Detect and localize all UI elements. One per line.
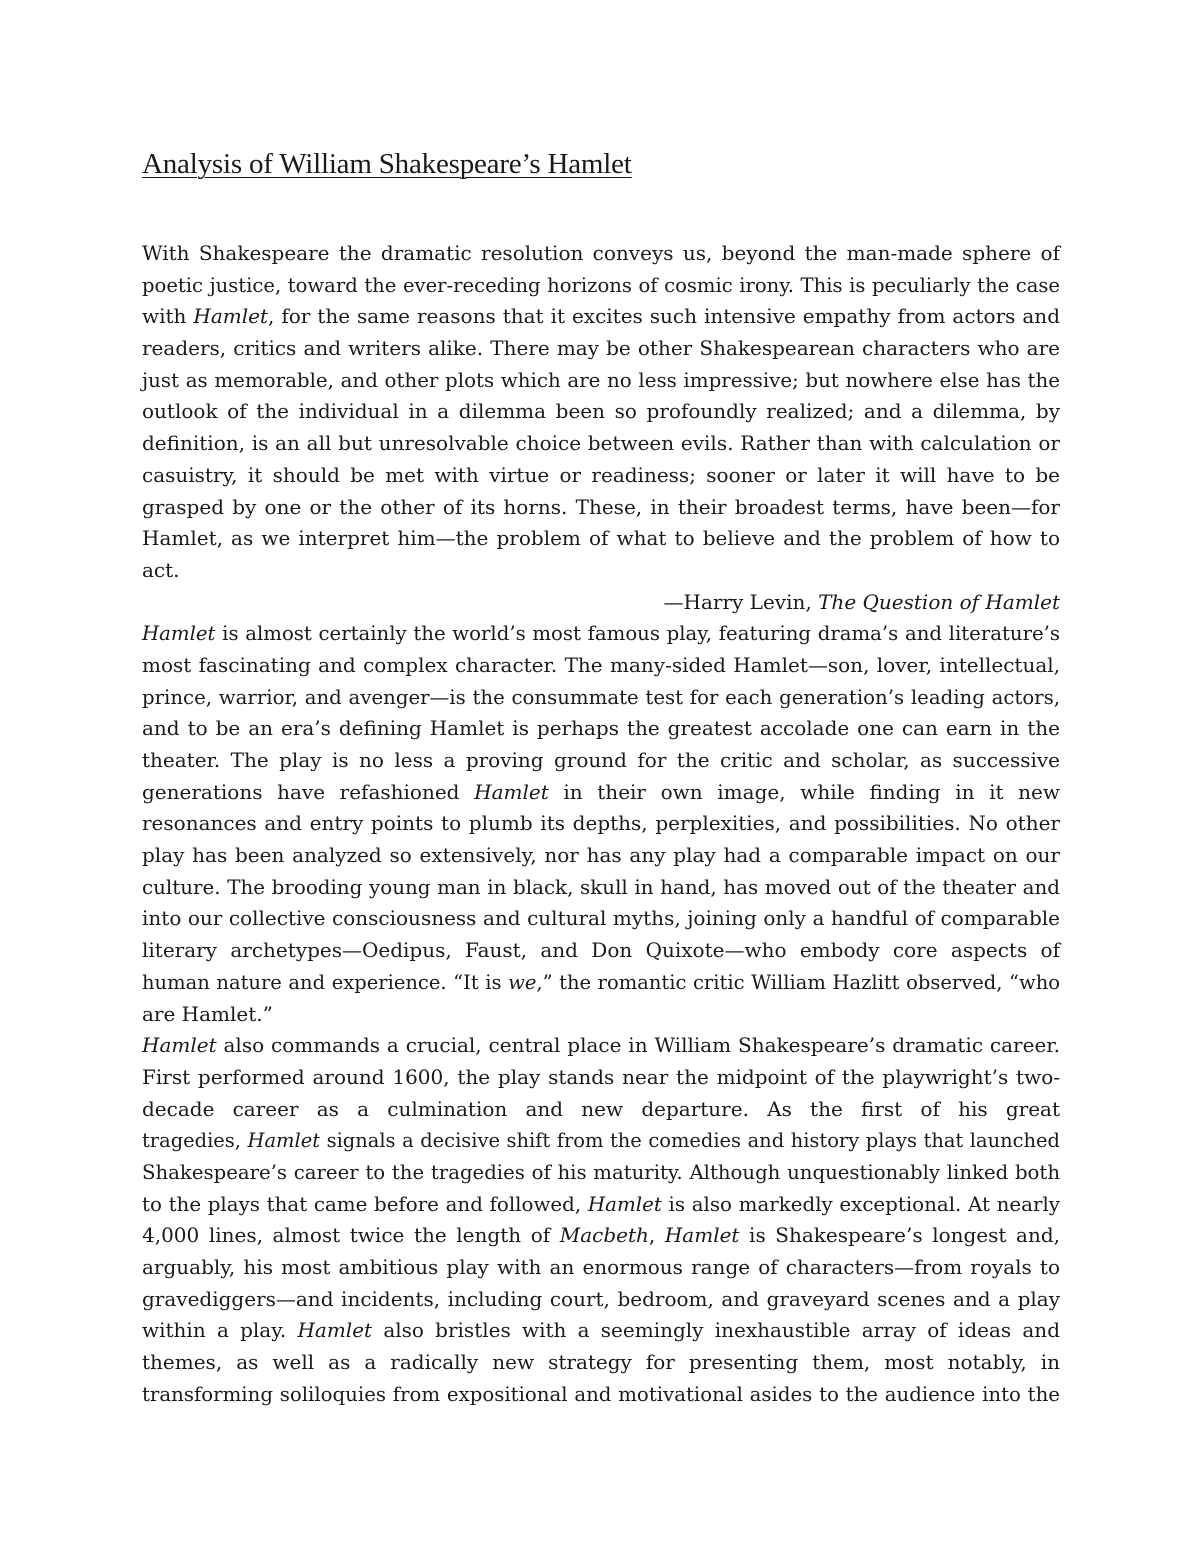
- text-line: [142, 1220, 1060, 1252]
- italic-run: Hamlet: [474, 779, 549, 804]
- text-line: [142, 1315, 1060, 1347]
- text-run: also commands a crucial, central place in William Shakespeare’s dramatic career.: [216, 1033, 1060, 1058]
- text-line: [142, 713, 1060, 745]
- text-run: —Harry Levin,: [663, 589, 819, 614]
- italic-run: Hamlet: [587, 1192, 662, 1216]
- text-run: resonances and entry points to plumb its depths, perplexities, and possibilities. No other: [142, 811, 1060, 836]
- text-run: into our collective consciousness and cultural myths, joining only a handful of comparable: [142, 906, 1060, 931]
- italic-run: Hamlet: [142, 622, 216, 646]
- text-line: [142, 555, 1060, 587]
- text-line: [142, 935, 1060, 967]
- paragraph: [142, 1030, 1060, 1410]
- text-run: human nature and experience. “It is: [142, 970, 509, 994]
- text-run: ,: [648, 1223, 665, 1248]
- text-line: [142, 365, 1060, 397]
- text-run: literary archetypes—Oedipus, Faust, and Don Quixote—who embody core aspects of: [142, 938, 1060, 963]
- italic-run: Hamlet: [664, 1223, 740, 1248]
- text-run: and to be an era’s defining Hamlet is perhaps the greatest accolade one can earn in the: [142, 716, 1060, 741]
- italic-run: Hamlet: [193, 304, 269, 329]
- text-run: is also markedly exceptional. At nearly: [661, 1192, 1060, 1216]
- text-line: [142, 1094, 1060, 1126]
- text-run: theater. The play is no less a proving ground for the critic and scholar, as successive: [142, 748, 1060, 772]
- text-run: also bristles with a seemingly inexhaustible array of ideas and: [372, 1318, 1060, 1343]
- text-run: decade career as a culmination and new departure. As the first of his great: [142, 1096, 1060, 1121]
- text-line: [142, 1379, 1060, 1411]
- text-line: [142, 777, 1060, 809]
- attribution: [142, 587, 1060, 619]
- text-run: gravediggers—and incidents, including court, bedroom, and graveyard scenes and a play: [142, 1286, 1060, 1311]
- text-line: [142, 460, 1060, 492]
- text-run: in their own image, while finding in it new: [548, 779, 1061, 804]
- text-line: [142, 1062, 1060, 1094]
- text-run: is almost certainly the world’s most famous play, featuring drama’s and literature’s: [215, 622, 1060, 646]
- text-run: is Shakespeare’s longest and,: [739, 1223, 1060, 1248]
- document-body: [142, 238, 1060, 1410]
- text-run: poetic justice, toward the ever-receding horizons of cosmic irony. This is peculiarly the case: [142, 273, 1060, 297]
- text-line: [142, 428, 1060, 460]
- text-run: signals a decisive shift from the comedies and history plays that launched: [320, 1129, 1060, 1153]
- text-run: First performed around 1600, the play stands near the midpoint of the playwright’s two-: [142, 1064, 1060, 1089]
- text-run: culture. The brooding young man in black, skull in hand, has moved out of the theater and: [142, 875, 1060, 899]
- text-run: to the plays that came before and followed,: [142, 1192, 588, 1216]
- text-line: [142, 301, 1060, 333]
- text-line: [142, 587, 1060, 619]
- text-run: Hamlet, as we interpret him—the problem of what to believe and the problem of how to: [142, 526, 1060, 551]
- text-line: [142, 523, 1060, 555]
- text-run: outlook of the individual in a dilemma been so profoundly realized; and a dilemma, by: [142, 399, 1060, 424]
- text-run: , for the same reasons that it excites such intensive empathy from actors and: [268, 304, 1060, 329]
- italic-run: Hamlet: [247, 1129, 321, 1153]
- text-run: transforming soliloquies from expositional and motivational asides to the audience into the: [142, 1382, 1060, 1406]
- paragraph: [142, 618, 1060, 1030]
- text-run: are Hamlet.”: [142, 1001, 273, 1026]
- text-line: [142, 840, 1060, 872]
- text-run: ,” the romantic critic William Hazlitt observed, “who: [536, 970, 1060, 994]
- text-run: casuistry, it should be met with virtue or readiness; sooner or later it will have to be: [142, 462, 1060, 487]
- text-run: With Shakespeare the dramatic resolution conveys us, beyond the man-made sphere of: [142, 241, 1060, 265]
- text-line: [142, 492, 1060, 524]
- text-run: play has been analyzed so extensively, nor has any play had a comparable impact on our: [142, 843, 1060, 868]
- text-line: [142, 967, 1060, 999]
- text-line: [142, 270, 1060, 302]
- text-line: [142, 238, 1060, 270]
- text-line: [142, 618, 1060, 650]
- text-run: readers, critics and writers alike. There may be other Shakespearean characters who are: [142, 336, 1060, 361]
- text-run: prince, warrior, and avenger—is the consummate test for each generation’s leading actors,: [142, 685, 1060, 709]
- italic-run: Macbeth: [559, 1223, 649, 1248]
- text-run: 4,000 lines, almost twice the length of: [142, 1223, 560, 1248]
- text-line: [142, 745, 1060, 777]
- italic-run: Hamlet: [297, 1318, 373, 1343]
- text-run: most fascinating and complex character. The many-sided Hamlet—son, lover, intellectual,: [142, 652, 1060, 677]
- text-line: [142, 1157, 1060, 1189]
- text-line: [142, 1125, 1060, 1157]
- text-line: [142, 1030, 1060, 1062]
- text-run: generations have refashioned: [142, 779, 475, 804]
- text-line: [142, 682, 1060, 714]
- text-line: [142, 396, 1060, 428]
- text-line: [142, 872, 1060, 904]
- text-run: with: [142, 304, 194, 329]
- paragraph: [142, 238, 1060, 587]
- text-line: [142, 999, 1060, 1031]
- text-run: themes, as well as a radically new strategy for presenting them, most notably, in: [142, 1350, 1060, 1375]
- text-line: [142, 1347, 1060, 1379]
- italic-run: we: [508, 970, 537, 994]
- text-line: [142, 1284, 1060, 1316]
- text-run: arguably, his most ambitious play with an enormous range of characters—from royals to: [142, 1255, 1060, 1279]
- text-run: grasped by one or the other of its horns. These, in their broadest terms, have been—for: [142, 494, 1060, 519]
- text-run: within a play.: [142, 1318, 298, 1343]
- text-line: [142, 1252, 1060, 1284]
- text-run: definition, is an all but unresolvable choice between evils. Rather than with calculation or: [142, 431, 1060, 456]
- text-run: Shakespeare’s career to the tragedies of his maturity. Although unquestionably linked both: [142, 1160, 1060, 1184]
- text-line: [142, 808, 1060, 840]
- text-line: [142, 650, 1060, 682]
- text-run: just as memorable, and other plots which are no less impressive; but nowhere else has the: [142, 368, 1060, 392]
- italic-run: Hamlet: [142, 1033, 217, 1058]
- text-line: [142, 333, 1060, 365]
- text-run: act.: [142, 557, 180, 582]
- text-run: tragedies,: [142, 1129, 248, 1153]
- text-line: [142, 903, 1060, 935]
- italic-run: The Question of Hamlet: [818, 589, 1060, 614]
- document-title: Analysis of William Shakespeare’s Hamlet: [142, 148, 632, 180]
- text-line: [142, 1189, 1060, 1221]
